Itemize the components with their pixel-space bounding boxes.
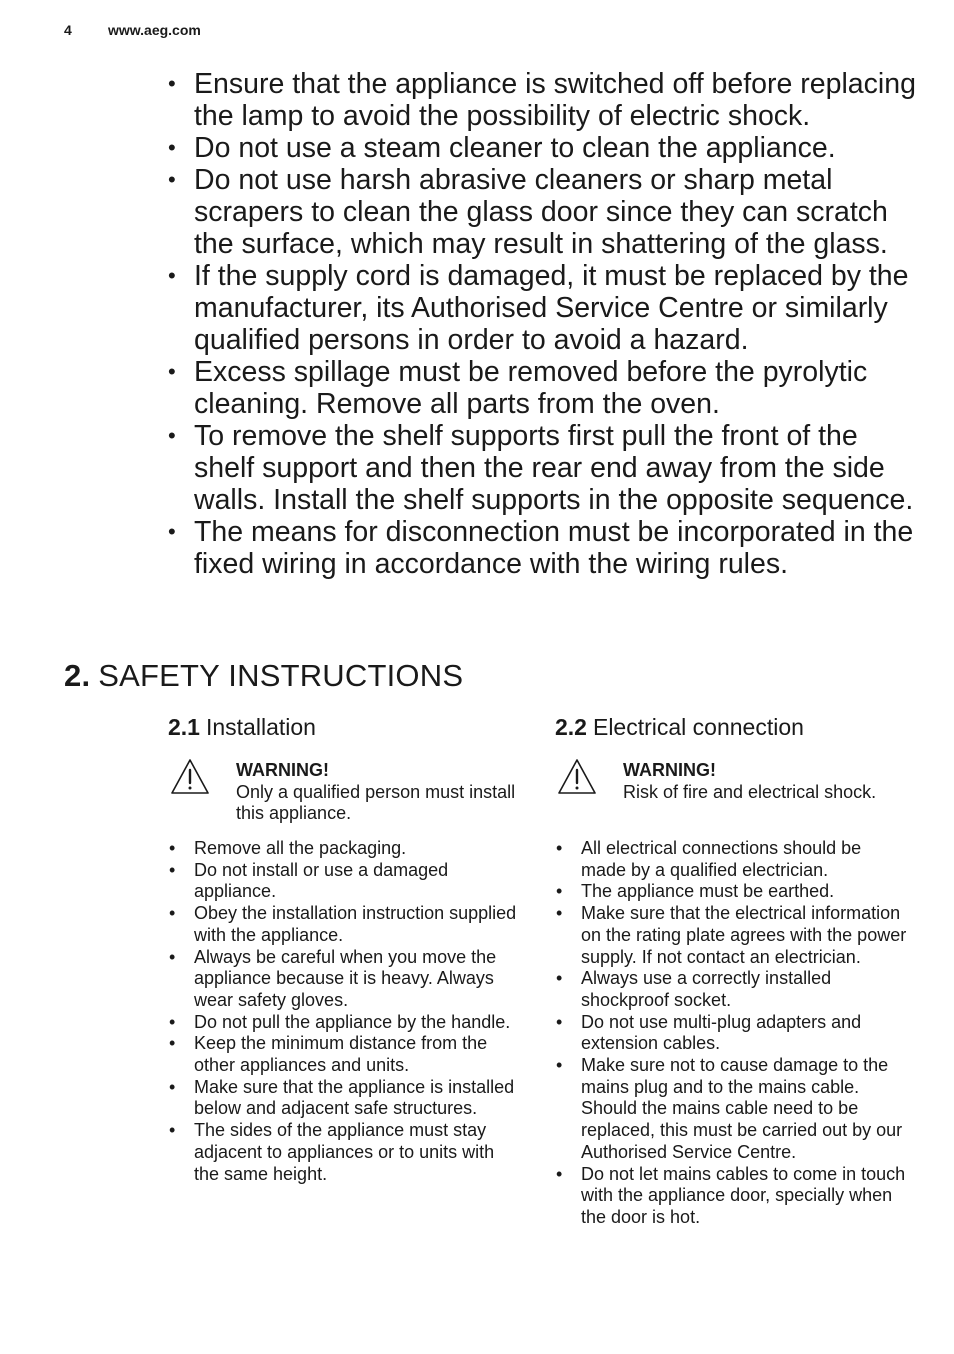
list-item: • Do not use a steam cleaner to clean the appliance. xyxy=(168,132,918,164)
warning-title: WARNING! xyxy=(623,760,716,780)
installation-warning xyxy=(168,758,523,838)
subsection-title: Electrical connection xyxy=(592,714,804,740)
list-item: • Make sure not to cause damage to the mains plug and to the mains cable. Should the mains cable need to be replaced, this must be carried out by our Authorised Service Centre. xyxy=(555,1055,911,1164)
list-item: • Do not install or use a damaged appliance. xyxy=(168,860,523,903)
list-item: • Excess spillage must be removed before the pyrolytic cleaning. Remove all parts from the oven. xyxy=(168,356,918,420)
warning-title: WARNING! xyxy=(236,760,329,780)
list-item: • Do not use multi-plug adapters and extension cables. xyxy=(555,1012,911,1055)
list-item: • Always be careful when you move the appliance because it is heavy. Always wear safety gloves. xyxy=(168,947,523,1012)
list-item: • Obey the installation instruction supplied with the appliance. xyxy=(168,903,523,946)
section-title: SAFETY INSTRUCTIONS xyxy=(98,658,464,693)
installation-heading xyxy=(168,712,523,742)
list-item: • To remove the shelf supports first pull the front of the shelf support and then the rear end away from the side walls. Install the shelf supports in the opposite sequence. xyxy=(168,420,918,516)
warning-message: Only a qualified person must install this appliance. xyxy=(236,781,516,823)
installation-list xyxy=(168,838,523,1185)
list-item: • Always use a correctly installed shockproof socket. xyxy=(555,968,911,1011)
list-item: • If the supply cord is damaged, it must be replaced by the manufacturer, its Authorised Service Centre or similarly qualified persons in order to avoid a hazard. xyxy=(168,260,918,356)
list-item: • Do not use harsh abrasive cleaners or sharp metal scrapers to clean the glass door since they can scratch the surface, which may result in shattering of the glass. xyxy=(168,164,918,260)
page-header xyxy=(64,22,201,38)
cleaning-safety-list xyxy=(168,68,918,580)
list-item: • Keep the minimum distance from the other appliances and units. xyxy=(168,1033,523,1076)
list-item: • The appliance must be earthed. xyxy=(555,881,911,903)
section-heading xyxy=(64,656,463,696)
warning-text-block xyxy=(236,760,526,825)
warning-icon xyxy=(557,758,597,796)
list-item: • Make sure that the electrical information on the rating plate agrees with the power supply. If not contact an electrician. xyxy=(555,903,911,968)
section-number: 2. xyxy=(64,658,91,693)
list-item: • Make sure that the appliance is installed below and adjacent safe structures. xyxy=(168,1077,523,1120)
subsection-number: 2.2 xyxy=(555,714,587,740)
electrical-column xyxy=(555,712,911,1229)
electrical-heading xyxy=(555,712,911,742)
electrical-warning xyxy=(555,758,911,838)
list-item: • The sides of the appliance must stay adjacent to appliances or to units with the same height. xyxy=(168,1120,523,1185)
list-item: • Do not let mains cables to come in touch with the appliance door, specially when the door is hot. xyxy=(555,1164,911,1229)
list-item: • Ensure that the appliance is switched off before replacing the lamp to avoid the possibility of electric shock. xyxy=(168,68,918,132)
installation-column xyxy=(168,712,523,1185)
list-item: • Remove all the packaging. xyxy=(168,838,523,860)
list-item: • Do not pull the appliance by the handle. xyxy=(168,1012,523,1034)
warning-text-block xyxy=(623,760,913,803)
subsection-title: Installation xyxy=(205,714,316,740)
warning-icon xyxy=(170,758,210,796)
subsection-number: 2.1 xyxy=(168,714,200,740)
warning-message: Risk of fire and electrical shock. xyxy=(623,781,877,802)
electrical-list xyxy=(555,838,911,1229)
site-url: www.aeg.com xyxy=(108,22,201,38)
list-item: • The means for disconnection must be incorporated in the fixed wiring in accordance with the wiring rules. xyxy=(168,516,918,580)
list-item: • All electrical connections should be made by a qualified electrician. xyxy=(555,838,911,881)
page-number: 4 xyxy=(64,22,72,38)
